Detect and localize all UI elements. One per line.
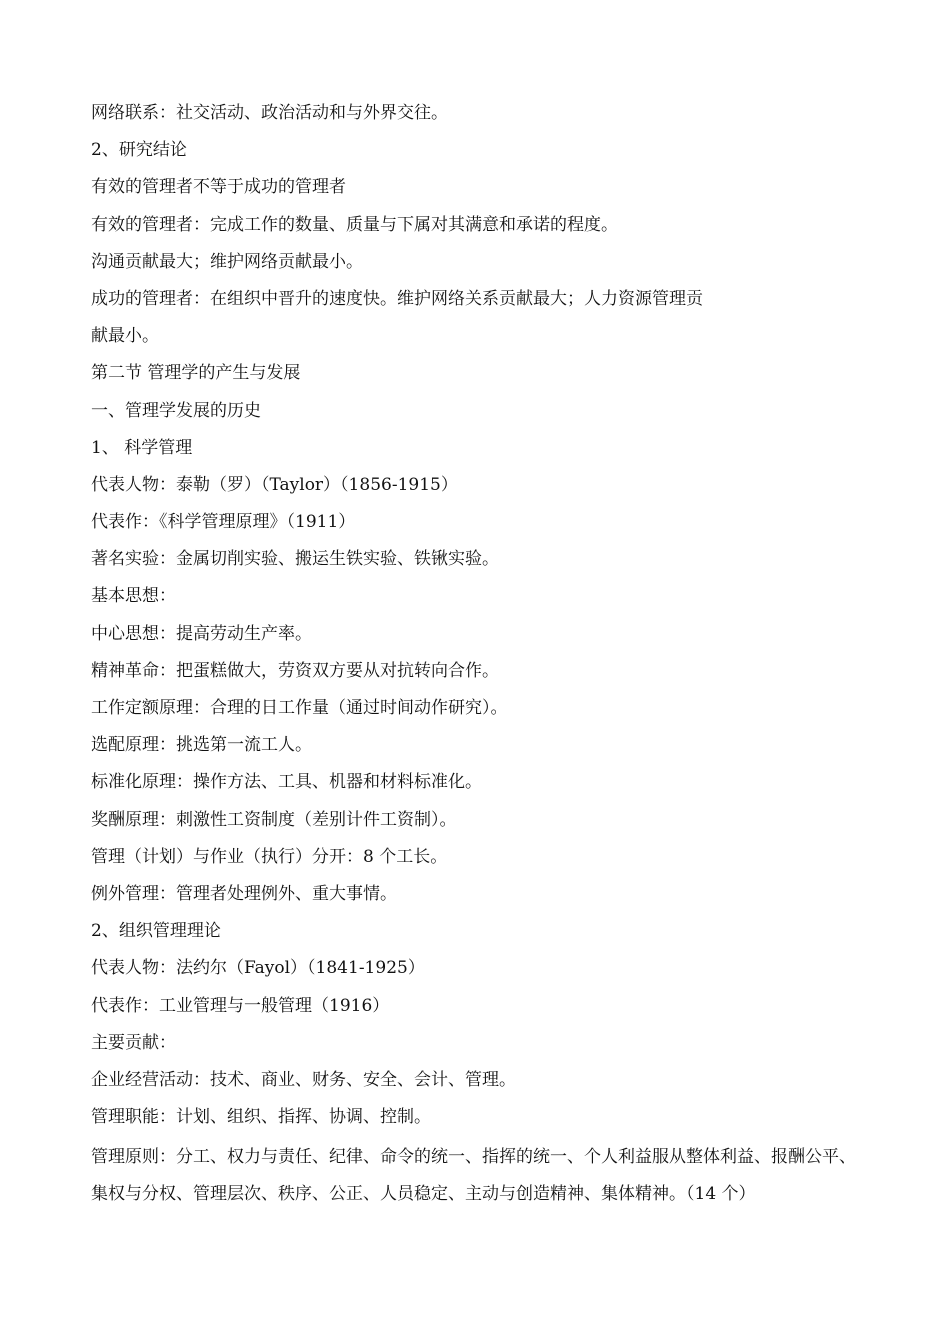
text-line: 有效的管理者：完成工作的数量、质量与下属对其满意和承诺的程度。 — [91, 214, 618, 235]
text-line: 奖酬原理：刺激性工资制度（差别计件工资制）。 — [91, 809, 457, 830]
text-line: 中心思想：提高劳动生产率。 — [91, 623, 312, 644]
text-line: 主要贡献： — [91, 1032, 176, 1053]
text-line: 代表人物：法约尔（Fayol）（1841-1925） — [91, 958, 425, 979]
text-line: 著名实验：金属切削实验、搬运生铁实验、铁锹实验。 — [91, 549, 499, 570]
text-line: 选配原理：挑选第一流工人。 — [91, 735, 312, 756]
text-line: 精神革命：把蛋糕做大，劳资双方要从对抗转向合作。 — [91, 660, 499, 681]
text-line: 例外管理：管理者处理例外、重大事情。 — [91, 883, 397, 904]
text-line: 工作定额原理：合理的日工作量（通过时间动作研究）。 — [91, 698, 508, 718]
text-line: 标准化原理：操作方法、工具、机器和材料标准化。 — [91, 772, 482, 793]
text-line: 管理职能：计划、组织、指挥、协调、控制。 — [91, 1107, 431, 1128]
text-line: 管理（计划）与作业（执行）分开：8 个工长。 — [91, 846, 448, 867]
subsection-heading: 1、 科学管理 — [91, 437, 193, 458]
text-line: 沟通贡献最大；维护网络贡献最小。 — [91, 251, 363, 272]
text-line: 代表作：《科学管理原理》（1911） — [91, 512, 356, 533]
text-line: 成功的管理者：在组织中晋升的速度快。维护网络关系贡献最大；人力资源管理贡 — [91, 288, 703, 309]
document-page — [91, 98, 866, 1214]
text-paragraph: 管理原则：分工、权力与责任、纪律、命令的统一、指挥的统一、个人利益服从整体利益、报酬公平、集权与分权、管理层次、秩序、公正、人员稳定、主动与创造精神、集体精神。（14 个） — [91, 1147, 856, 1205]
text-line: 代表人物：泰勒（罗）（Taylor）（1856-1915） — [91, 474, 458, 495]
section-heading: 一、管理学发展的历史 — [91, 400, 261, 421]
chapter-heading: 第二节 管理学的产生与发展 — [91, 363, 301, 384]
text-line: 代表作：工业管理与一般管理（1916） — [91, 995, 390, 1016]
text-line: 有效的管理者不等于成功的管理者 — [91, 177, 346, 198]
section-heading: 2、研究结论 — [91, 140, 187, 161]
text-line: 企业经营活动：技术、商业、财务、安全、会计、管理。 — [91, 1069, 516, 1090]
subsection-heading: 2、组织管理理论 — [91, 921, 221, 942]
text-line: 基本思想： — [91, 586, 176, 607]
text-line: 献最小。 — [91, 326, 159, 347]
text-line: 网络联系：社交活动、政治活动和与外界交往。 — [91, 103, 448, 123]
